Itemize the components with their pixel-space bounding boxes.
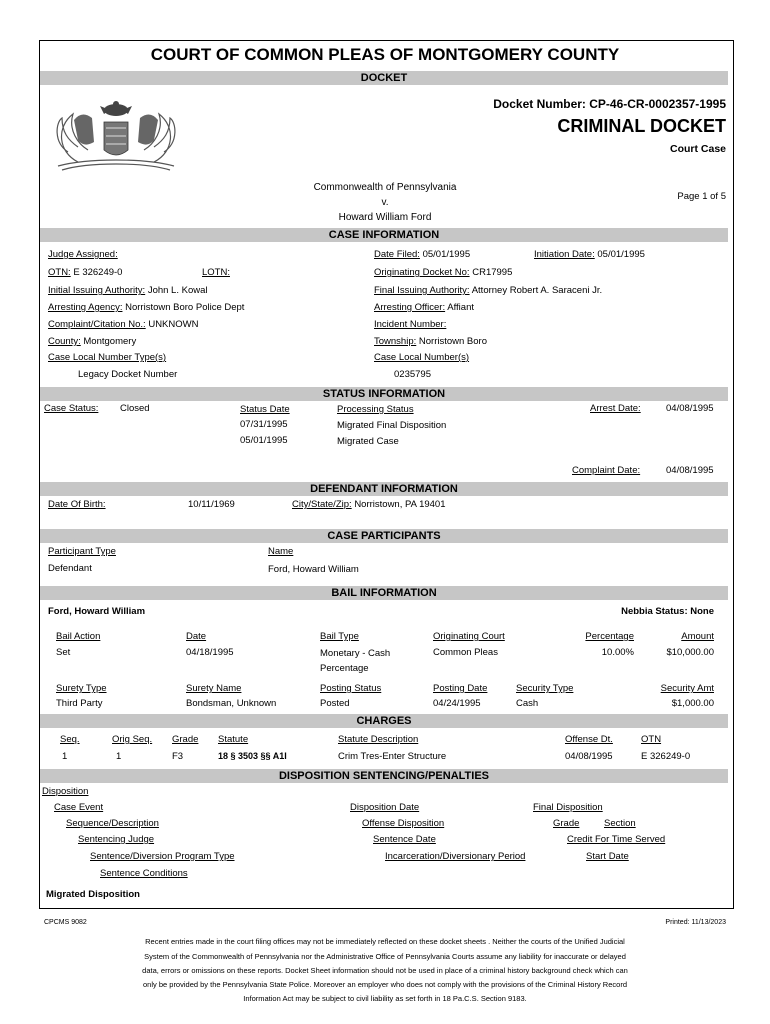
judge-label: Judge Assigned:: [48, 249, 118, 260]
dob-value: 10/11/1969: [188, 499, 235, 510]
fia-label: Final Issuing Authority:: [374, 285, 470, 296]
charge-seq: 1: [62, 751, 68, 762]
agency-value: Norristown Boro Police Dept: [125, 302, 245, 313]
initiation-date: [534, 249, 645, 260]
disclaimer-line: Information Act may be subject to civil liability as set forth in 18 Pa.C.S. Section 9183.: [243, 994, 527, 1003]
participant-type-value: Defendant: [48, 563, 92, 574]
start-date-label: Start Date: [586, 851, 629, 862]
sentence-date-label: Sentence Date: [373, 834, 436, 845]
defendant-info-bar: DEFENDANT INFORMATION: [40, 482, 728, 496]
disclaimer-line: data, errors or omissions on these reports. Docket Sheet information should not be used in place of a criminal history background check which can: [142, 966, 628, 975]
statute-label: Statute: [218, 734, 249, 745]
disposition-bar: DISPOSITION SENTENCING/PENALTIES: [40, 769, 728, 783]
docket-number: Docket Number: CP-46-CR-0002357-1995: [493, 97, 726, 111]
complaint-label: Complaint/Citation No.:: [48, 319, 146, 330]
dob-label: Date Of Birth:: [48, 499, 106, 510]
sentence-conditions-label: Sentence Conditions: [100, 868, 188, 879]
bail-info-bar: BAIL INFORMATION: [40, 586, 728, 600]
officer-label: Arresting Officer:: [374, 302, 446, 313]
grade-label: Grade: [172, 734, 199, 745]
court-title: COURT OF COMMON PLEAS OF MONTGOMERY COUNTY: [150, 45, 620, 64]
charge-otn: E 326249-0: [641, 751, 691, 762]
orig-docket-value: CR17995: [472, 267, 513, 278]
surety-name-value: Bondsman, Unknown: [186, 698, 277, 709]
disclaimer-line: System of the Commonwealth of Pennsylvania nor the Administrative Office of Pennsylvania Courts assume any liability for inaccurate or delayed: [144, 952, 626, 961]
final-issuing-authority: [374, 285, 602, 296]
fia-value: Attorney Robert A. Saraceni Jr.: [471, 285, 603, 296]
initiation-label: Initiation Date:: [534, 249, 595, 260]
sentencing-judge-label: Sentencing Judge: [78, 834, 155, 845]
disp-grade-label: Grade: [553, 818, 580, 829]
local-type-value: Legacy Docket Number: [78, 369, 178, 380]
complaint-date-value: 04/08/1995: [666, 465, 714, 476]
originating-court-label: Originating Court: [433, 631, 505, 642]
migrated-disposition: Migrated Disposition: [46, 889, 140, 900]
percentage-value: 10.00%: [601, 647, 634, 658]
nebbia-status: Nebbia Status: None: [621, 606, 714, 617]
posting-status-value: Posted: [320, 698, 350, 709]
charge-offense-dt: 04/08/1995: [565, 751, 613, 762]
bail-defendant-name: Ford, Howard William: [48, 606, 146, 617]
case-type: Court Case: [669, 143, 726, 155]
status-date-label: Status Date: [240, 404, 290, 415]
offense-disposition-label: Offense Disposition: [362, 818, 445, 829]
printed-date: Printed: 11/13/2023: [665, 919, 726, 926]
percentage-label: Percentage: [585, 631, 634, 642]
security-amt-label: Security Amt: [660, 683, 714, 694]
bail-type-value-1: Monetary - Cash: [320, 648, 391, 659]
complaint-date-label: Complaint Date:: [572, 465, 641, 476]
docket-bar: DOCKET: [40, 71, 728, 85]
arrest-date-value: 04/08/1995: [666, 403, 714, 414]
city-state-zip: [292, 499, 446, 510]
charge-statute: 18 § 3503 §§ A1I: [218, 751, 287, 761]
complaint-value: UNKNOWN: [148, 319, 199, 330]
participant-name-value: Ford, Howard William: [268, 564, 359, 575]
bail-date-label: Date: [186, 631, 207, 642]
charge-otn-label: OTN: [641, 734, 662, 745]
township-value: Norristown Boro: [418, 336, 487, 347]
pennsylvania-seal-icon: [48, 92, 184, 174]
arresting-officer: [374, 302, 474, 313]
agency-label: Arresting Agency:: [48, 302, 123, 313]
county-label: County:: [48, 336, 81, 347]
otn-value: E 326249-0: [73, 267, 123, 278]
surety-type-label: Surety Type: [56, 683, 107, 694]
originating-court-value: Common Pleas: [433, 647, 498, 658]
complaint-citation: [48, 319, 198, 330]
incident-label: Incident Number:: [374, 319, 447, 330]
seq-label: Seq.: [60, 734, 80, 745]
case-event-label: Case Event: [54, 802, 104, 813]
status-row-status: Migrated Final Disposition: [337, 420, 447, 431]
surety-name-label: Surety Name: [186, 683, 242, 694]
csz-value: Norristown, PA 19401: [354, 499, 446, 510]
bail-type-value-2: Percentage: [320, 663, 369, 674]
otn: [48, 267, 122, 278]
security-amt-value: $1,000.00: [671, 698, 714, 709]
iia-value: John L. Kowal: [147, 285, 208, 296]
bail-type-label: Bail Type: [320, 631, 359, 642]
date-filed-value: 05/01/1995: [422, 249, 471, 260]
seq-desc-label: Sequence/Description: [66, 818, 159, 829]
date-filed-label: Date Filed:: [374, 249, 420, 260]
township: [374, 336, 487, 347]
participant-type-label: Participant Type: [48, 546, 116, 557]
processing-status-label: Processing Status: [337, 404, 414, 415]
orig-seq-label: Orig Seq.: [112, 734, 153, 745]
security-type-value: Cash: [516, 698, 539, 709]
participant-name-label: Name: [268, 546, 294, 557]
bail-action-label: Bail Action: [56, 631, 101, 642]
bail-action-value: Set: [56, 647, 71, 658]
caption-plaintiff: Commonwealth of Pennsylvania: [313, 182, 457, 193]
posting-date-value: 04/24/1995: [433, 698, 481, 709]
officer-value: Affiant: [447, 302, 474, 313]
charge-desc: Crim Tres-Enter Structure: [338, 751, 447, 762]
final-disposition-label: Final Disposition: [533, 802, 603, 813]
caption-versus: v.: [381, 197, 389, 208]
bail-date-value: 04/18/1995: [186, 647, 234, 658]
status-row-date: 07/31/1995: [240, 419, 288, 430]
charges-bar: CHARGES: [40, 714, 728, 728]
disclaimer-line: only be provided by the Pennsylvania State Police. Moreover an employer who does not comply with the provisions of the Criminal History Record: [143, 980, 627, 989]
page-label: Page 1 of 5: [677, 191, 726, 202]
amount-label: Amount: [681, 631, 714, 642]
otn-label: OTN:: [48, 267, 71, 278]
disposition-label: Disposition: [42, 786, 89, 797]
posting-status-label: Posting Status: [320, 683, 382, 694]
disclaimer-line: Recent entries made in the court filing offices may not be immediately reflected on these docket sheets . Neither the courts of the Unified Judicial: [145, 937, 625, 946]
originating-docket: [374, 267, 512, 278]
initial-issuing-authority: [48, 285, 208, 296]
local-num-label: Case Local Number(s): [374, 352, 470, 363]
amount-value: $10,000.00: [666, 647, 714, 658]
offense-dt-label: Offense Dt.: [565, 734, 613, 745]
lotn-label: LOTN:: [202, 267, 230, 278]
surety-type-value: Third Party: [56, 698, 103, 709]
posting-date-label: Posting Date: [433, 683, 488, 694]
incarceration-label: Incarceration/Diversionary Period: [385, 851, 526, 862]
charge-orig-seq: 1: [116, 751, 122, 762]
arrest-date-label: Arrest Date:: [590, 403, 641, 414]
csz-label: City/State/Zip:: [292, 499, 352, 510]
form-number: CPCMS 9082: [44, 919, 87, 926]
security-type-label: Security Type: [516, 683, 574, 694]
disposition-date-label: Disposition Date: [350, 802, 420, 813]
arresting-agency: [48, 302, 244, 313]
case-status-value: Closed: [120, 403, 150, 414]
local-type-label: Case Local Number Type(s): [48, 352, 167, 363]
orig-docket-label: Originating Docket No:: [374, 267, 470, 278]
township-label: Township:: [374, 336, 417, 347]
status-info-bar: STATUS INFORMATION: [40, 387, 728, 401]
disp-section-label: Section: [604, 818, 636, 829]
initiation-value: 05/01/1995: [597, 249, 645, 260]
county: [48, 336, 136, 347]
local-num-value: 0235795: [394, 369, 431, 380]
docket-type: CRIMINAL DOCKET: [557, 116, 726, 136]
participants-bar: CASE PARTICIPANTS: [40, 529, 728, 543]
date-filed: [374, 249, 470, 260]
credit-time-served-label: Credit For Time Served: [567, 834, 666, 845]
iia-label: Initial Issuing Authority:: [48, 285, 146, 296]
status-row-date: 05/01/1995: [240, 435, 288, 446]
case-info-bar: CASE INFORMATION: [40, 228, 728, 242]
charge-grade: F3: [172, 751, 184, 762]
program-type-label: Sentence/Diversion Program Type: [90, 851, 235, 862]
county-value: Montgomery: [83, 336, 137, 347]
case-status-label: Case Status:: [44, 403, 99, 414]
statute-desc-label: Statute Description: [338, 734, 419, 745]
status-row-status: Migrated Case: [337, 436, 399, 447]
caption-defendant: Howard William Ford: [338, 212, 432, 223]
